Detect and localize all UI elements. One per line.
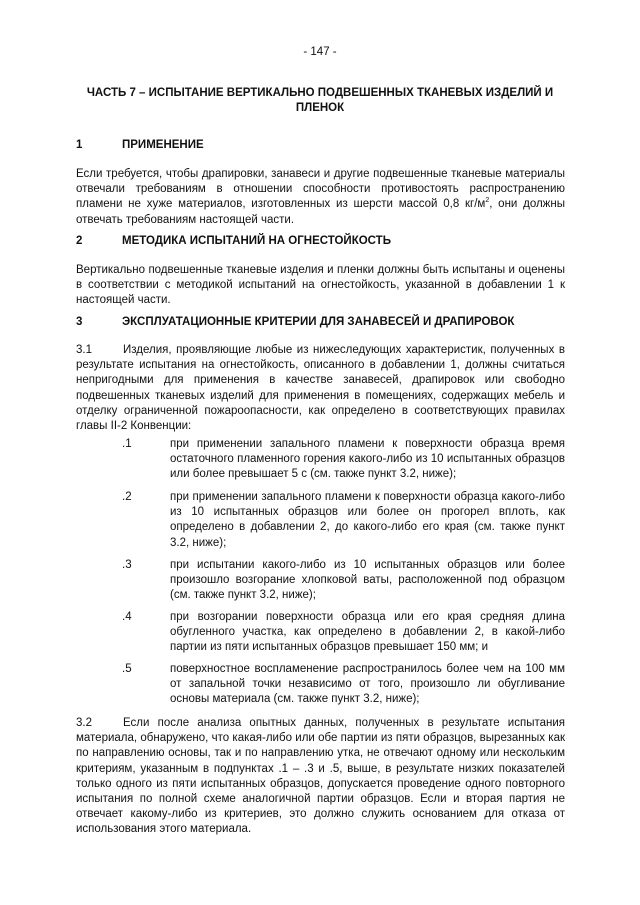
item-number: .2 [122, 491, 132, 503]
item-number: .3 [122, 559, 132, 571]
list-item [122, 662, 565, 708]
paragraph-number: 3.1 [76, 344, 92, 356]
paragraph-text: Изделия, проявляющие любые из нижеследующих характеристик, полученных в результате испытания на огнестойкость, описанного в добавлении 1, должны считаться непригодными для применения в качестве занавесей, драпировок или свободно подвешенных тканевых изделий для применения в помещениях, содержащих мебель и отделку ограниченной пожароопасности, как определено в соответствующих правилах главы II-2 Конвенции: [76, 344, 565, 433]
superscript: 2 [485, 197, 490, 205]
list-item [122, 558, 565, 604]
section-1-text-end: , они должны отвечать требованиям настоящей части. [76, 198, 565, 226]
paragraph-3-1 [76, 343, 565, 434]
list-item [122, 437, 565, 483]
section-number: 3 [76, 316, 83, 328]
item-text: при применении запального пламени к поверхности образца время остаточного пламенного горения какого-либо из 10 испытанных образцов или более превышает 5 с (см. также пункт 3.2, ниже); [170, 438, 565, 481]
section-title: МЕТОДИКА ИСПЫТАНИЙ НА ОГНЕСТОЙКОСТЬ [122, 235, 391, 247]
section-1-text [76, 167, 565, 228]
item-text: при возгорании поверхности образца или его края средняя длина обугленного участка, как определено в добавлении 2, в какой-либо партии из пяти испытанных образцов превышает 150 мм; и [170, 611, 565, 654]
section-title: ЭКСПЛУАТАЦИОННЫЕ КРИТЕРИИ ДЛЯ ЗАНАВЕСЕЙ И ДРАПИРОВОК [122, 316, 515, 328]
item-text: поверхностное воспламенение распространилось более чем на 100 мм от запальной точки независимо от того, произошло ли обугливание основы материала (см. также пункт 3.2, ниже); [170, 663, 565, 706]
item-text: при испытании какого-либо из 10 испытанных образцов или более произошло возгорание хлопковой ваты, расположенной под образцом (см. также пункт 3.2, ниже); [170, 559, 565, 602]
section-1-text-main: Если требуется, чтобы драпировки, занавеси и другие подвешенные тканевые материалы отвечали требованиям в отношении способности противостоять распространению пламени не хуже материалов, изготовленных из шерсти массой 0,8 кг/м [76, 168, 565, 211]
paragraph-3-2 [76, 716, 565, 838]
section-2-text: Вертикально подвешенные тканевые изделия и пленки должны быть испытаны и оценены в соответствии с методикой испытаний на огнестойкость, указанной в добавлении 1 к настоящей части. [76, 264, 565, 307]
item-number: .1 [122, 438, 132, 450]
item-text: при применении запального пламени к поверхности образца какого-либо из 10 испытанных образцов или более он прогорел вплоть, как определено в добавлении 2, до какого-либо его края (см. также пункт 3.2, ниже); [170, 491, 565, 549]
paragraph-text: Если после анализа опытных данных, полученных в результате испытания материала, обнаружено, что какая-либо или обе партии из пяти образцов, вырезанных как по направлению основы, так и по направлению утка, не отвечают одному или нескольким критериям, указанным в подпунктах .1 – .3 и .5, выше, в результате низких показателей только одного из пяти испытанных образцов, допускается проведение одного повторного испытания по полной схеме аналогичной партии образцов. Если и вторая партия не отвечает какому-либо из критериев, это должно служить основанием для отказа от использования этого материала. [76, 717, 565, 836]
section-number: 1 [76, 139, 83, 151]
list-item [122, 610, 565, 656]
paragraph-number: 3.2 [76, 717, 92, 729]
list-item [122, 490, 565, 551]
section-title: ПРИМЕНЕНИЕ [122, 139, 204, 151]
item-number: .5 [122, 663, 132, 675]
page-number: - 147 - [303, 46, 337, 58]
part-title: ЧАСТЬ 7 – ИСПЫТАНИЕ ВЕРТИКАЛЬНО ПОДВЕШЕННЫХ ТКАНЕВЫХ ИЗДЕЛИЙ И ПЛЕНОК [86, 87, 554, 114]
section-number: 2 [76, 235, 83, 247]
item-number: .4 [122, 611, 132, 623]
